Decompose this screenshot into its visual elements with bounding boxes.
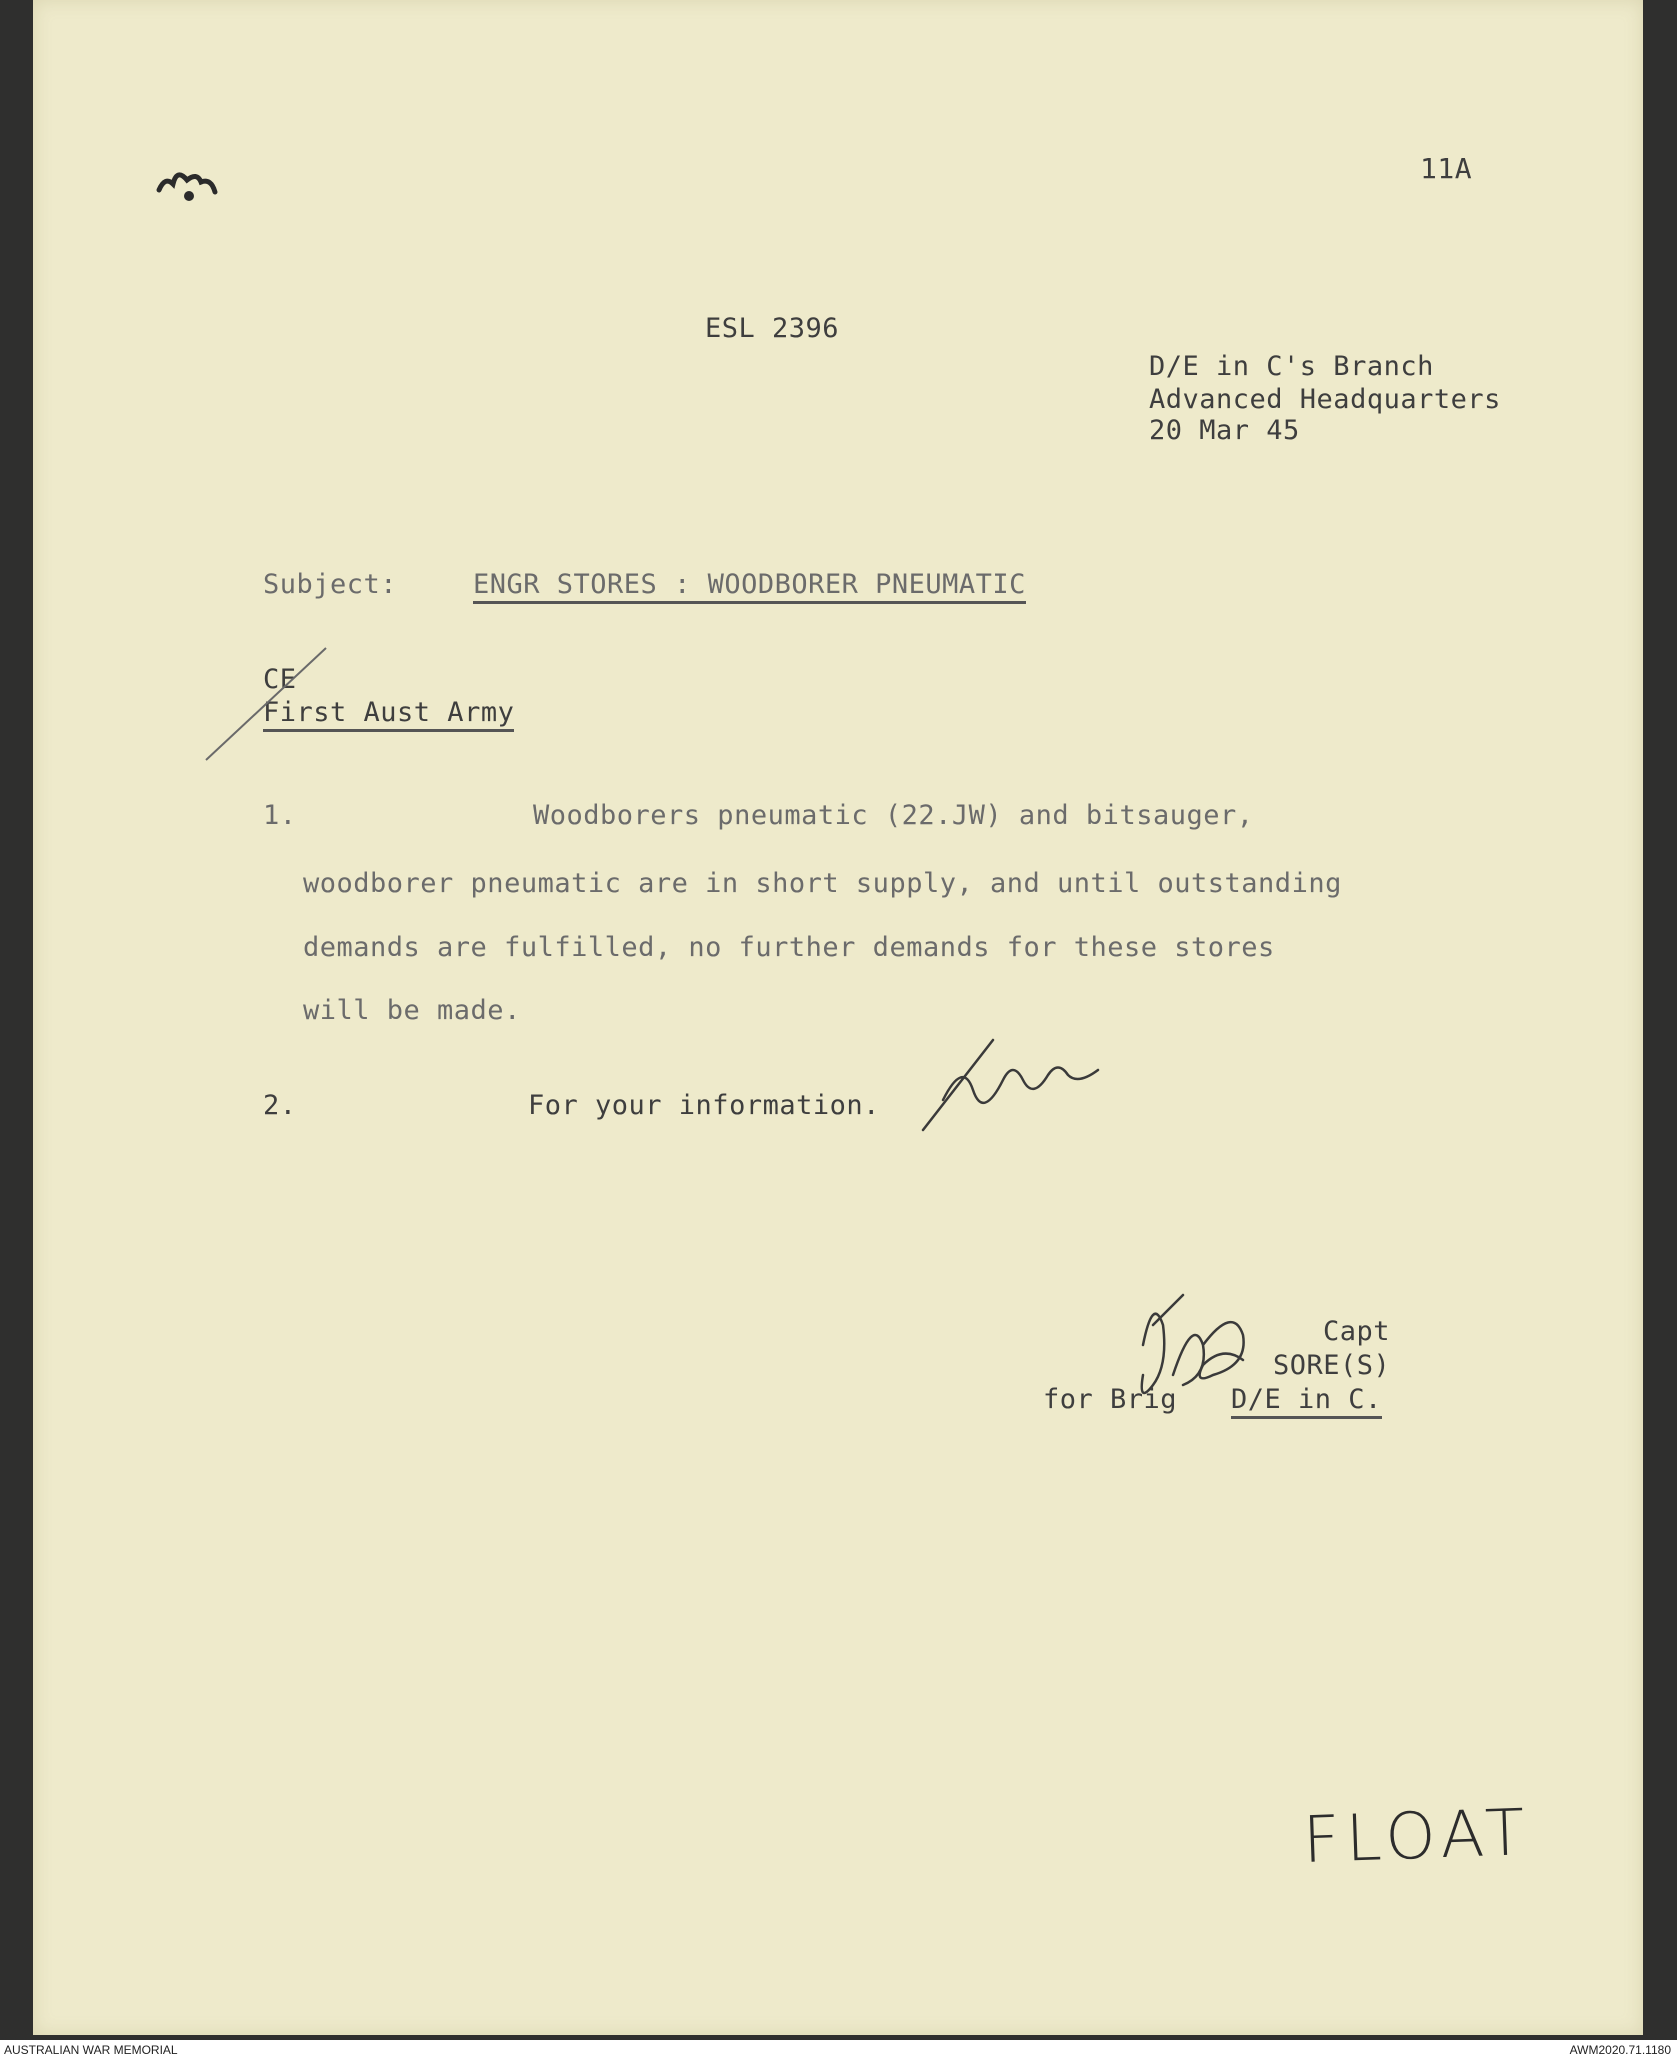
subject-label: Subject:: [263, 569, 398, 600]
footer-institution: AUSTRALIAN WAR MEMORIAL: [4, 2043, 178, 2057]
paragraph-1-line-3: demands are fulfilled, no further demands for these stores: [303, 932, 1275, 963]
signatory-role: SORE(S): [1273, 1350, 1391, 1381]
paragraph-1-line-4: will be made.: [303, 995, 521, 1026]
page-number: 11A: [1420, 152, 1473, 185]
document-page: [33, 0, 1643, 2035]
subject-text: ENGR STORES : WOODBORER PNEUMATIC: [473, 569, 1026, 604]
addressee-unit: First Aust Army: [263, 697, 514, 732]
addressee-strike-mark: [198, 640, 338, 770]
document-date: 20 Mar 45: [1149, 415, 1300, 446]
paragraph-2-line-1: For your information.: [528, 1090, 880, 1121]
addressee-title: CE: [263, 664, 297, 695]
handwritten-float-note: FLOAT: [1301, 1796, 1532, 1878]
sender-headquarters: Advanced Headquarters: [1149, 384, 1501, 415]
signatory-rank: Capt: [1323, 1316, 1391, 1347]
archive-footer: [0, 2040, 1677, 2061]
signatory-branch: D/E in C.: [1231, 1384, 1382, 1419]
punch-hole-mark: [153, 160, 223, 210]
sender-branch: D/E in C's Branch: [1149, 351, 1434, 382]
signatory-prefix: for Brig: [1043, 1384, 1178, 1415]
paragraph-1-number: 1.: [263, 800, 297, 831]
paragraph-2-number: 2.: [263, 1090, 297, 1121]
paragraph-1-line-2: woodborer pneumatic are in short supply, and until outstanding: [303, 868, 1342, 899]
reference-number: ESL 2396: [705, 313, 840, 344]
footer-accession-number: AWM2020.71.1180: [1569, 2043, 1671, 2057]
paragraph-1-line-1: Woodborers pneumatic (22.JW) and bitsauger,: [533, 800, 1254, 831]
handwritten-initials: [913, 1030, 1113, 1140]
